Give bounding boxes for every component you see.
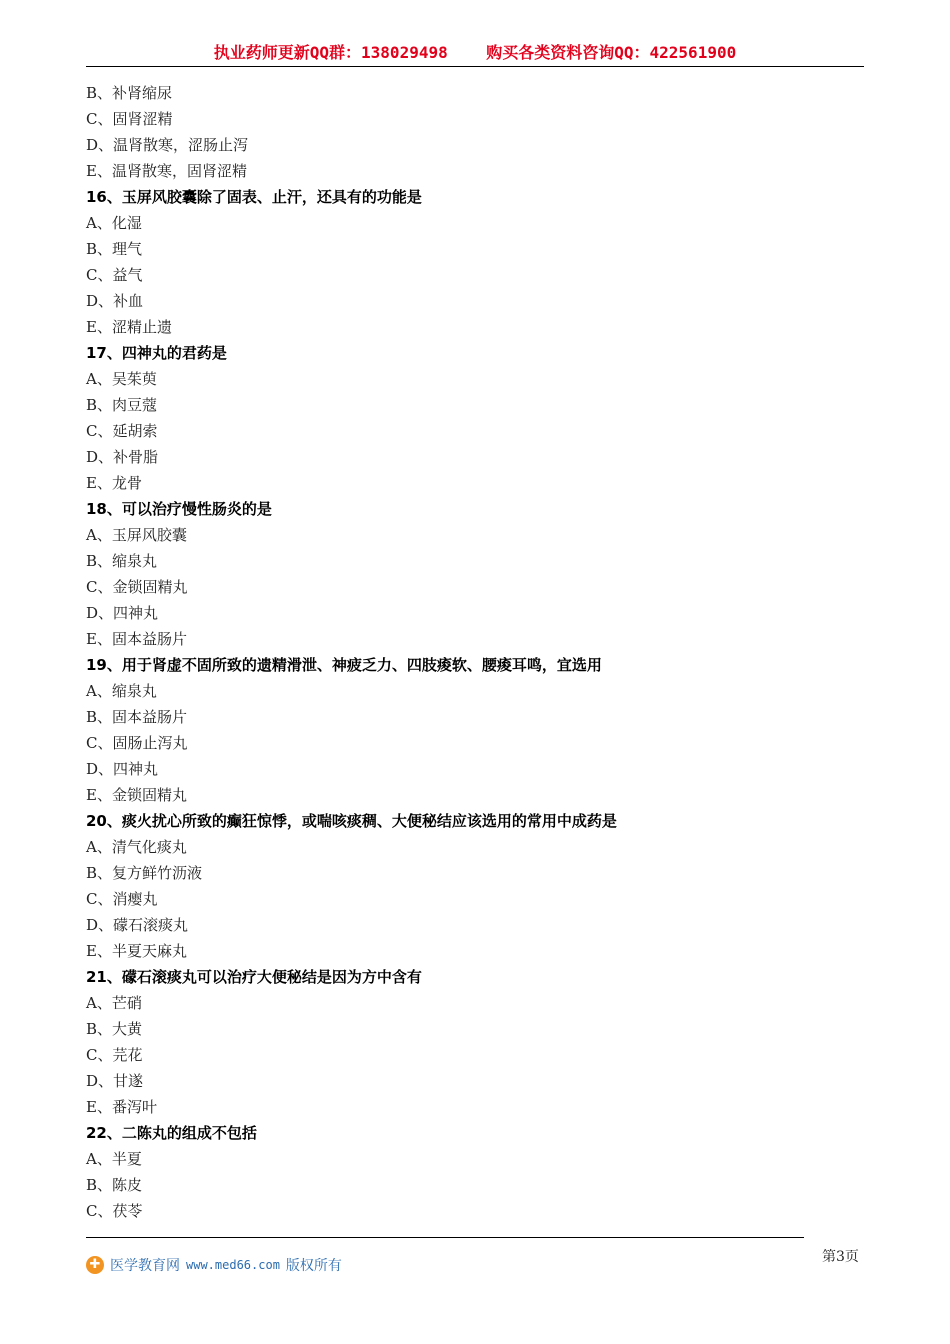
answer-option: A、芒硝	[86, 994, 142, 1012]
answer-option: C、芫花	[86, 1046, 143, 1064]
question-list	[86, 80, 866, 1224]
page-number: 第3页	[822, 1249, 859, 1265]
page-header: 执业药师更新QQ群：138029498 购买各类资料咨询QQ：422561900	[86, 42, 864, 67]
answer-option: C、固肾涩精	[86, 110, 173, 128]
answer-option: E、半夏天麻丸	[86, 942, 187, 960]
answer-option: B、固本益肠片	[86, 708, 188, 726]
answer-option: B、陈皮	[86, 1176, 143, 1194]
answer-option: D、补骨脂	[86, 448, 159, 466]
answer-option: B、理气	[86, 240, 143, 258]
footer-divider	[86, 1237, 804, 1238]
answer-option: C、延胡索	[86, 422, 158, 440]
medical-cross-logo-icon: ✚	[86, 1256, 104, 1274]
answer-option: C、金锁固精丸	[86, 578, 188, 596]
answer-option: C、消瘿丸	[86, 890, 158, 908]
question-stem: 21、礞石滚痰丸可以治疗大便秘结是因为方中含有	[86, 968, 422, 986]
answer-option: E、金锁固精丸	[86, 786, 187, 804]
answer-option: B、大黄	[86, 1020, 143, 1038]
answer-option: D、礞石滚痰丸	[86, 916, 189, 934]
answer-option: C、益气	[86, 266, 143, 284]
answer-option: A、缩泉丸	[86, 682, 157, 700]
answer-option: E、番泻叶	[86, 1098, 157, 1116]
answer-option: E、温肾散寒，固肾涩精	[86, 162, 247, 180]
question-stem: 20、痰火扰心所致的癫狂惊悸，或喘咳痰稠、大便秘结应该选用的常用中成药是	[86, 812, 617, 830]
answer-option: D、四神丸	[86, 760, 159, 778]
answer-option: D、甘遂	[86, 1072, 144, 1090]
answer-option: A、吴茱萸	[86, 370, 157, 388]
question-stem: 16、玉屏风胶囊除了固表、止汗，还具有的功能是	[86, 188, 422, 206]
question-stem: 17、四神丸的君药是	[86, 344, 227, 362]
footer-copyright: 版权所有	[285, 1258, 342, 1274]
answer-option: C、茯苓	[86, 1202, 143, 1220]
answer-option: E、固本益肠片	[86, 630, 187, 648]
answer-option: A、清气化痰丸	[86, 838, 187, 856]
answer-option: B、缩泉丸	[86, 552, 158, 570]
footer-branding	[86, 1254, 342, 1276]
answer-option: D、补血	[86, 292, 144, 310]
answer-option: B、补肾缩尿	[86, 84, 173, 102]
answer-option: E、龙骨	[86, 474, 142, 492]
answer-option: B、肉豆蔻	[86, 396, 158, 414]
answer-option: D、四神丸	[86, 604, 159, 622]
answer-option: C、固肠止泻丸	[86, 734, 188, 752]
answer-option: A、半夏	[86, 1150, 142, 1168]
answer-option: A、化湿	[86, 214, 142, 232]
question-stem: 22、二陈丸的组成不包括	[86, 1124, 257, 1142]
question-stem: 18、可以治疗慢性肠炎的是	[86, 500, 272, 518]
answer-option: B、复方鲜竹沥液	[86, 864, 203, 882]
footer-site-name: 医学教育网	[110, 1258, 180, 1274]
answer-option: A、玉屏风胶囊	[86, 526, 187, 544]
footer-site-url[interactable]: www.med66.com	[186, 1258, 280, 1272]
answer-option: E、涩精止遗	[86, 318, 172, 336]
question-stem: 19、用于肾虚不固所致的遗精滑泄、神疲乏力、四肢痠软、腰痠耳鸣，宜选用	[86, 656, 602, 674]
answer-option: D、温肾散寒，涩肠止泻	[86, 136, 249, 154]
